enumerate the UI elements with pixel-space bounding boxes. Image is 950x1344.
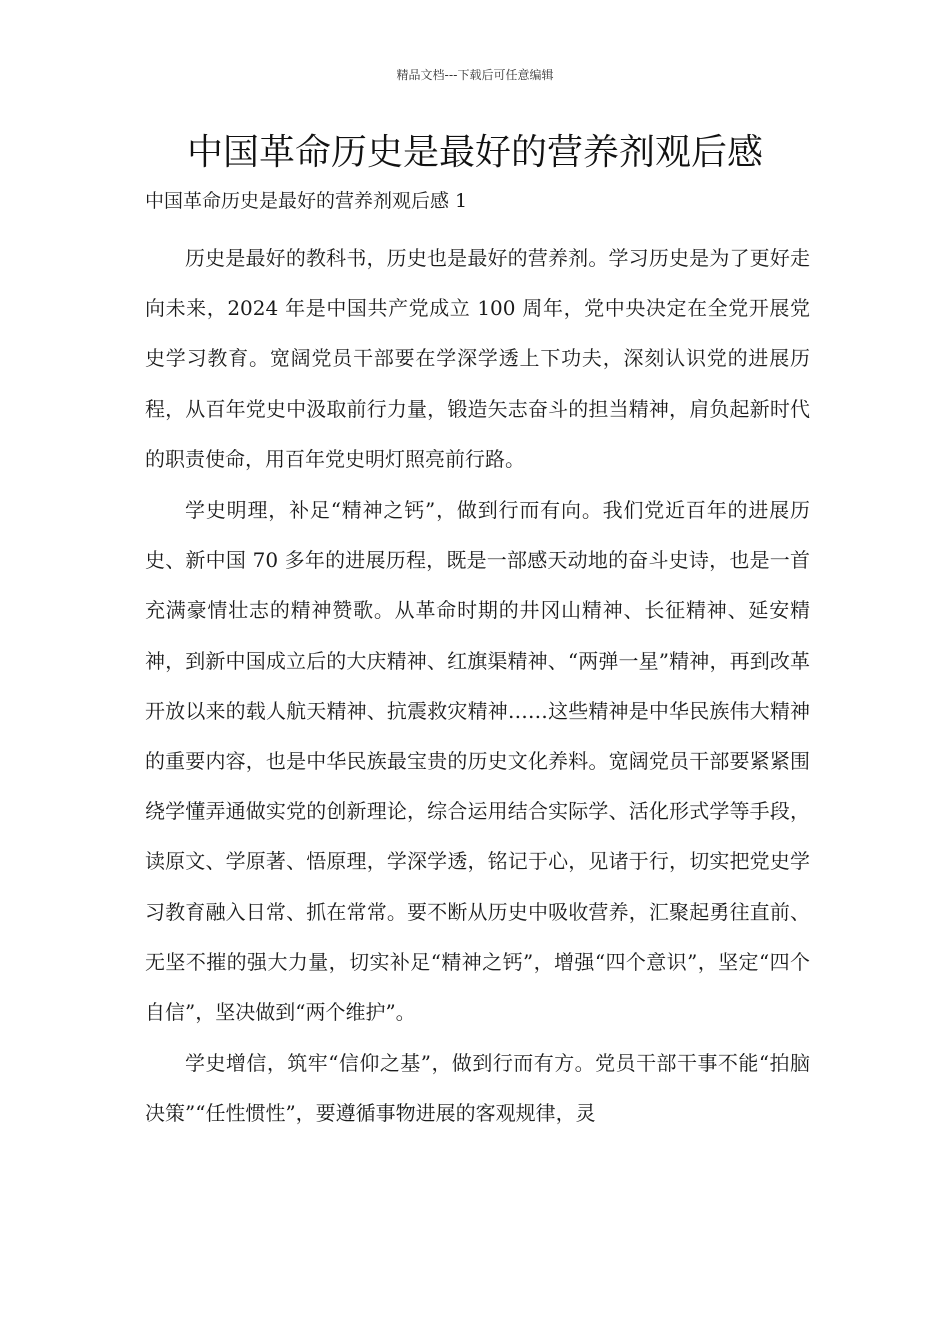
- paragraph: 历史是最好的教科书，历史也是最好的营养剂。学习历史是为了更好走向未来，2024 年是中国共产党成立 100 周年，党中央决定在全党开展党史学习教育。宽阔党员干部要在学深学透上下功夫，深刻认识党的进展历程，从百年党史中汲取前行力量，锻造矢志奋斗的担当精神，肩负起新时代的职责使命，用百年党史明灯照亮前行路。: [145, 246, 810, 471]
- paragraph: 学史明理，补足“精神之钙”，做到行而有向。我们党近百年的进展历史、新中国 70 多年的进展历程，既是一部感天动地的奋斗史诗，也是一首充满豪情壮志的精神赞歌。从革命时期的井冈山精神、长征精神、延安精神，到新中国成立后的大庆精神、红旗渠精神、“两弹一星”精神，再到改革开放以来的载人航天精神、抗震救灾精神……这些精神是中华民族伟大精神的重要内容，也是中华民族最宝贵的历史文化养料。宽阔党员干部要紧紧围绕学懂弄通做实党的创新理论，综合运用结合实际学、活化形式学等手段，读原文、学原著、悟原理，学深学透，铭记于心，见诸于行，切实把党史学习教育融入日常、抓在常常。要不断从历史中吸收营养，汇聚起勇往直前、无坚不摧的强大力量，切实补足“精神之钙”，增强“四个意识”，坚定“四个自信”，坚决做到“两个维护”。: [145, 498, 810, 1025]
- page-header: 精品文档---下载后可任意编辑: [396, 68, 554, 82]
- paragraph: 学史增信，筑牢“信仰之基”，做到行而有方。党员干部干事不能“拍脑决策”“任性惯性”，要遵循事物进展的客观规律，灵: [145, 1051, 810, 1126]
- document-title: 中国革命历史是最好的营养剂观后感: [186, 132, 763, 173]
- document-subtitle: 中国革命历史是最好的营养剂观后感 1: [145, 190, 468, 212]
- document-body: [145, 233, 810, 1140]
